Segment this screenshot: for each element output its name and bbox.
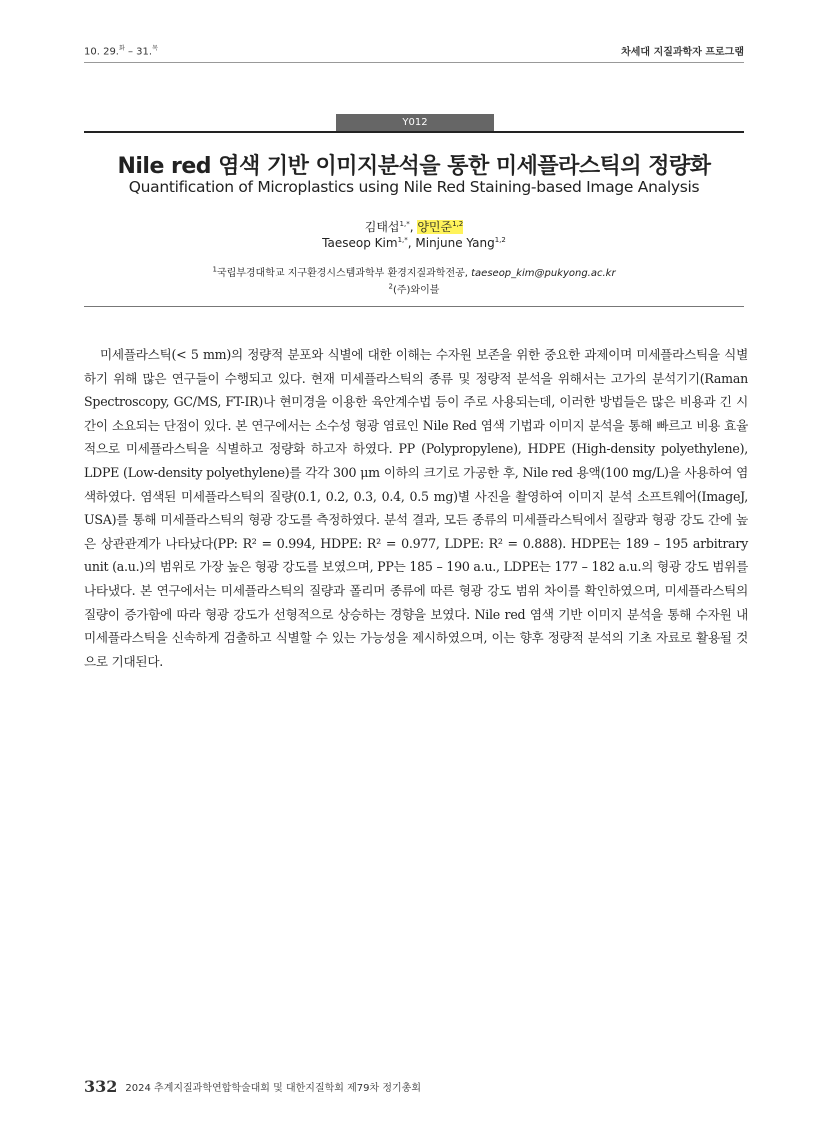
author-name-highlighted [417, 220, 463, 234]
page-footer [84, 1077, 421, 1096]
author-name: Minjune Yang [415, 236, 495, 250]
author-name: 김태섭 [364, 220, 400, 234]
author-affiliation-mark: 1,* [397, 236, 408, 244]
title-english: Quantification of Microplastics using Nile Red Staining-based Image Analysis [128, 178, 700, 196]
header-divider [84, 62, 744, 63]
weekday-start: 화 [119, 45, 125, 52]
author-affiliation-mark: 1,2 [494, 236, 506, 244]
header-dates [84, 43, 158, 57]
authors-korean [84, 218, 744, 235]
affiliation-mark: 1 [212, 265, 217, 274]
dates-end: – 31. [124, 46, 153, 58]
section-divider [84, 306, 744, 307]
author-separator: , [409, 220, 418, 234]
author-name: 양민준 [417, 220, 453, 234]
affiliation-text: (주)와이블 [393, 285, 440, 296]
authors-english [84, 236, 744, 250]
weekday-end: 목 [152, 45, 158, 52]
author-email: taeseop_kim@pukyong.ac.kr [471, 268, 616, 279]
program-name: 차세대 지질과학자 프로그램 [621, 47, 744, 58]
abstract-body: 미세플라스틱(< 5 mm)의 정량적 분포와 식별에 대한 이해는 수자원 보존을 위한 중요한 과제이며 미세플라스틱을 식별하기 위해 많은 연구들이 수행되고 있다. 현재 미세플라스틱의 종류 및 정량적 분석을 위해서는 고가의 분석기기(Raman Spectroscopy, GC/MS, FT-IR)나 현미경을 이용한 육안계수법 등이 주로 사용되는데, 이러한 방법들은 많은 비용과 긴 시간이 소요되는 단점이 있다. 본 연구에서는 소수성 형광 염료인 Nile Red 염색 기법과 이미지 분석을 통해 빠르고 비용 효율적으로 미세플라스틱을 식별하고 정량화 하고자 하였다. PP (Polypropylene), HDPE (High-density polyethylene), LDPE (Low-density polyethylene)를 각각 300 μm 이하의 크기로 가공한 후, Nile red 용액(100 mg/L)을 사용하여 염색하였다. 염색된 미세플라스틱의 질량(0.1, 0.2, 0.3, 0.4, 0.5 mg)별 사진을 촬영하여 이미지 분석 소프트웨어(ImageJ, USA)를 통해 미세플라스틱의 형광 강도를 측정하였다. 분석 결과, 모든 종류의 미세플라스틱에서 질량과 형광 강도 간에 높은 상관관계가 나타났다(PP: R² = 0.994, HDPE: R² = 0.977, LDPE: R² = 0.888). HDPE는 189 – 195 arbitrary unit (a.u.)의 범위로 가장 높은 형광 강도를 보였으며, PP는 185 – 190 a.u., LDPE는 177 – 182 a.u.의 형광 강도 범위를 나타냈다. 본 연구에서는 미세플라스틱의 질량과 폴리머 종류에 따른 형광 강도 범위 차이를 확인하였으며, 미세플라스틱의 질량이 증가함에 따라 형광 강도가 선형적으로 상승하는 경향을 보였다. Nile red 염색 기반 이미지 분석을 통해 수자원 내 미세플라스틱을 신속하게 검출하고 식별할 수 있는 가능성을 제시하였으며, 이는 향후 정량적 분석의 기초 자료로 활용될 것으로 기대된다. [84, 347, 748, 669]
author-name: Taeseop Kim [322, 236, 398, 250]
dates-start: 10. 29. [84, 46, 119, 58]
page-number: 332 [84, 1077, 118, 1096]
affiliation-text: 국립부경대학교 지구환경시스템과학부 환경지질과학전공, [216, 268, 472, 279]
author-separator: , [407, 236, 416, 250]
conference-name: 2024 추계지질과학연합학술대회 및 대한지질학회 제79차 정기총회 [125, 1083, 421, 1094]
author-affiliation-mark: 1,* [399, 220, 410, 228]
abstract-code: Y012 [336, 114, 494, 131]
affiliation-2 [84, 281, 744, 296]
author-affiliation-mark: 1,2 [452, 220, 464, 228]
affiliation-mark: 2 [388, 282, 393, 291]
affiliation-1 [84, 264, 744, 279]
title-korean: Nile red 염색 기반 이미지분석을 통한 미세플라스틱의 정량화 [117, 154, 711, 179]
title-divider [84, 131, 744, 133]
